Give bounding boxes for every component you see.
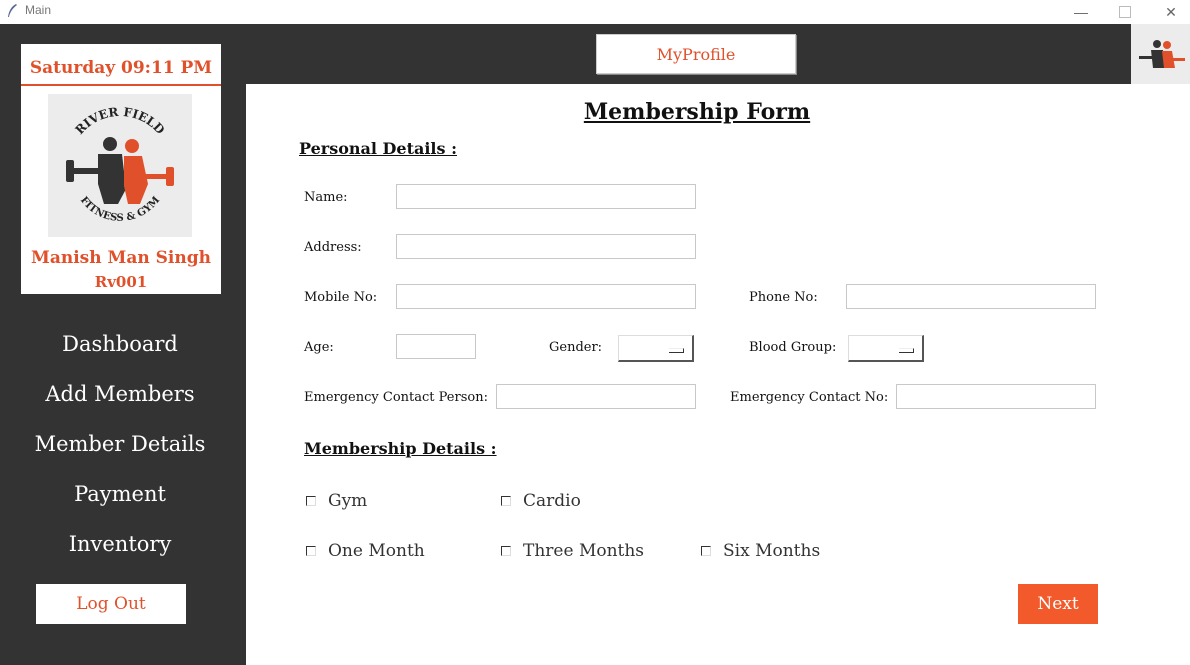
top-bar — [246, 24, 1190, 84]
gym-logo — [48, 94, 192, 237]
checkbox-icon[interactable] — [501, 496, 511, 506]
phone-input[interactable] — [846, 284, 1096, 309]
gender-select[interactable] — [618, 335, 694, 362]
six-months-checkbox[interactable] — [701, 541, 820, 561]
emergency-person-label: Emergency Contact Person: — [304, 390, 488, 405]
logo-top-text: RIVER FIELD — [72, 104, 168, 138]
user-name: Manish Man Singh — [31, 248, 211, 268]
profile-card — [21, 44, 221, 294]
mobile-label: Mobile No: — [304, 290, 378, 305]
checkbox-icon[interactable] — [701, 546, 711, 556]
blood-group-select[interactable] — [848, 335, 924, 362]
checkbox-icon[interactable] — [306, 496, 316, 506]
checkbox-icon[interactable] — [306, 546, 316, 556]
datetime-label: Saturday 09:11 PM — [29, 58, 213, 78]
phone-label: Phone No: — [749, 290, 818, 305]
emergency-no-label: Emergency Contact No: — [730, 390, 889, 405]
three-months-label: Three Months — [523, 541, 645, 561]
nav-payment[interactable]: Payment — [74, 482, 166, 506]
svg-text:RIVER FIELD — [73, 105, 168, 137]
address-input[interactable] — [396, 234, 696, 259]
nav-inventory[interactable]: Inventory — [68, 532, 172, 556]
close-icon[interactable]: ✕ — [1165, 3, 1177, 20]
six-months-label: Six Months — [723, 541, 821, 561]
divider — [21, 84, 221, 86]
blood-group-label: Blood Group: — [749, 340, 837, 355]
cardio-checkbox[interactable] — [501, 491, 581, 511]
gym-checkbox[interactable] — [306, 491, 367, 511]
nav-add-members[interactable]: Add Members — [45, 382, 195, 406]
logout-button[interactable]: Log Out — [36, 584, 186, 624]
form-title: Membership Form — [583, 99, 811, 125]
minimize-icon[interactable]: — — [1074, 4, 1088, 20]
gym-logo-small-icon — [1131, 24, 1190, 84]
one-month-label: One Month — [328, 541, 425, 561]
dropdown-indicator-icon — [899, 348, 914, 353]
next-button[interactable]: Next — [1018, 584, 1098, 624]
gym-logo-icon — [48, 94, 192, 237]
dropdown-indicator-icon — [669, 348, 684, 353]
cardio-checkbox-label: Cardio — [523, 491, 581, 511]
three-months-checkbox[interactable] — [501, 541, 644, 561]
sidebar — [0, 24, 246, 665]
window-titlebar — [0, 0, 1190, 24]
nav-dashboard[interactable]: Dashboard — [62, 332, 178, 356]
age-label: Age: — [304, 340, 334, 355]
gender-label: Gender: — [549, 340, 603, 355]
logo-bottom-text: FITNESS & GYM — [77, 194, 163, 224]
user-id: Rv001 — [94, 273, 148, 291]
age-input[interactable] — [396, 334, 476, 359]
maximize-icon[interactable] — [1102, 0, 1148, 24]
nav-member-details[interactable]: Member Details — [34, 432, 206, 456]
address-label: Address: — [304, 240, 362, 255]
window-title: Main — [25, 3, 52, 17]
emergency-person-input[interactable] — [496, 384, 696, 409]
personal-details-heading: Personal Details : — [299, 139, 457, 158]
name-label: Name: — [304, 190, 348, 205]
one-month-checkbox[interactable] — [306, 541, 425, 561]
membership-details-heading: Membership Details : — [304, 439, 497, 458]
gym-logo-small — [1131, 24, 1190, 84]
emergency-no-input[interactable] — [896, 384, 1096, 409]
name-input[interactable] — [396, 184, 696, 209]
feather-icon — [6, 3, 18, 19]
checkbox-icon[interactable] — [501, 546, 511, 556]
gym-checkbox-label: Gym — [328, 491, 368, 511]
my-profile-button[interactable]: MyProfile — [596, 34, 796, 74]
mobile-input[interactable] — [396, 284, 696, 309]
